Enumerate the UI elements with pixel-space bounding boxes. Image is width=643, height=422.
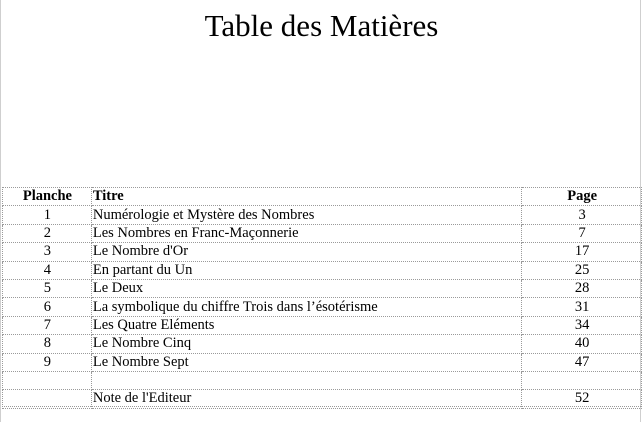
table-row bbox=[3, 371, 642, 389]
cell-planche[interactable]: 4 bbox=[3, 261, 92, 279]
table-row bbox=[3, 224, 642, 242]
cell-page[interactable]: 52 bbox=[522, 390, 642, 408]
cell-page[interactable]: 3 bbox=[522, 206, 642, 224]
cell-titre[interactable]: Note de l'Editeur bbox=[91, 390, 521, 408]
cell-titre[interactable]: En partant du Un bbox=[91, 261, 521, 279]
cell-page[interactable] bbox=[522, 371, 642, 389]
cell-page[interactable]: 47 bbox=[522, 353, 642, 371]
cell-planche[interactable]: 9 bbox=[3, 353, 92, 371]
cell-titre[interactable]: Le Nombre Sept bbox=[91, 353, 521, 371]
table-bottom-border bbox=[2, 406, 641, 407]
cell-page[interactable]: 40 bbox=[522, 335, 642, 353]
cell-planche[interactable]: 8 bbox=[3, 335, 92, 353]
cell-planche[interactable] bbox=[3, 371, 92, 389]
table-row bbox=[3, 335, 642, 353]
cell-titre[interactable]: Numérologie et Mystère des Nombres bbox=[91, 206, 521, 224]
cell-titre[interactable]: La symbolique du chiffre Trois dans l’ésotérisme bbox=[91, 298, 521, 316]
table-row bbox=[3, 261, 642, 279]
cell-page[interactable]: 31 bbox=[522, 298, 642, 316]
cell-planche[interactable]: 1 bbox=[3, 206, 92, 224]
table-row bbox=[3, 206, 642, 224]
cell-page[interactable]: 28 bbox=[522, 279, 642, 297]
cell-planche[interactable]: 6 bbox=[3, 298, 92, 316]
cell-titre[interactable] bbox=[91, 371, 521, 389]
cell-planche[interactable]: 2 bbox=[3, 224, 92, 242]
cell-titre[interactable]: Le Nombre d'Or bbox=[91, 243, 521, 261]
table-header-row bbox=[3, 188, 642, 206]
page-title: Table des Matières bbox=[204, 8, 439, 43]
cell-page[interactable]: 17 bbox=[522, 243, 642, 261]
header-planche[interactable]: Planche bbox=[3, 188, 92, 206]
cell-page[interactable]: 7 bbox=[522, 224, 642, 242]
cell-planche[interactable]: 3 bbox=[3, 243, 92, 261]
cell-planche[interactable]: 5 bbox=[3, 279, 92, 297]
cell-titre[interactable]: Les Quatre Eléments bbox=[91, 316, 521, 334]
cell-titre[interactable]: Le Deux bbox=[91, 279, 521, 297]
table-row bbox=[3, 353, 642, 371]
toc-table bbox=[2, 187, 642, 409]
cell-page[interactable]: 34 bbox=[522, 316, 642, 334]
table-row bbox=[3, 316, 642, 334]
table-row bbox=[3, 243, 642, 261]
cell-titre[interactable]: Le Nombre Cinq bbox=[91, 335, 521, 353]
cell-page[interactable]: 25 bbox=[522, 261, 642, 279]
header-page[interactable]: Page bbox=[522, 188, 642, 206]
cell-titre[interactable]: Les Nombres en Franc-Maçonnerie bbox=[91, 224, 521, 242]
header-titre[interactable]: Titre bbox=[91, 188, 521, 206]
table-row bbox=[3, 279, 642, 297]
table-row bbox=[3, 298, 642, 316]
cell-planche[interactable]: 7 bbox=[3, 316, 92, 334]
